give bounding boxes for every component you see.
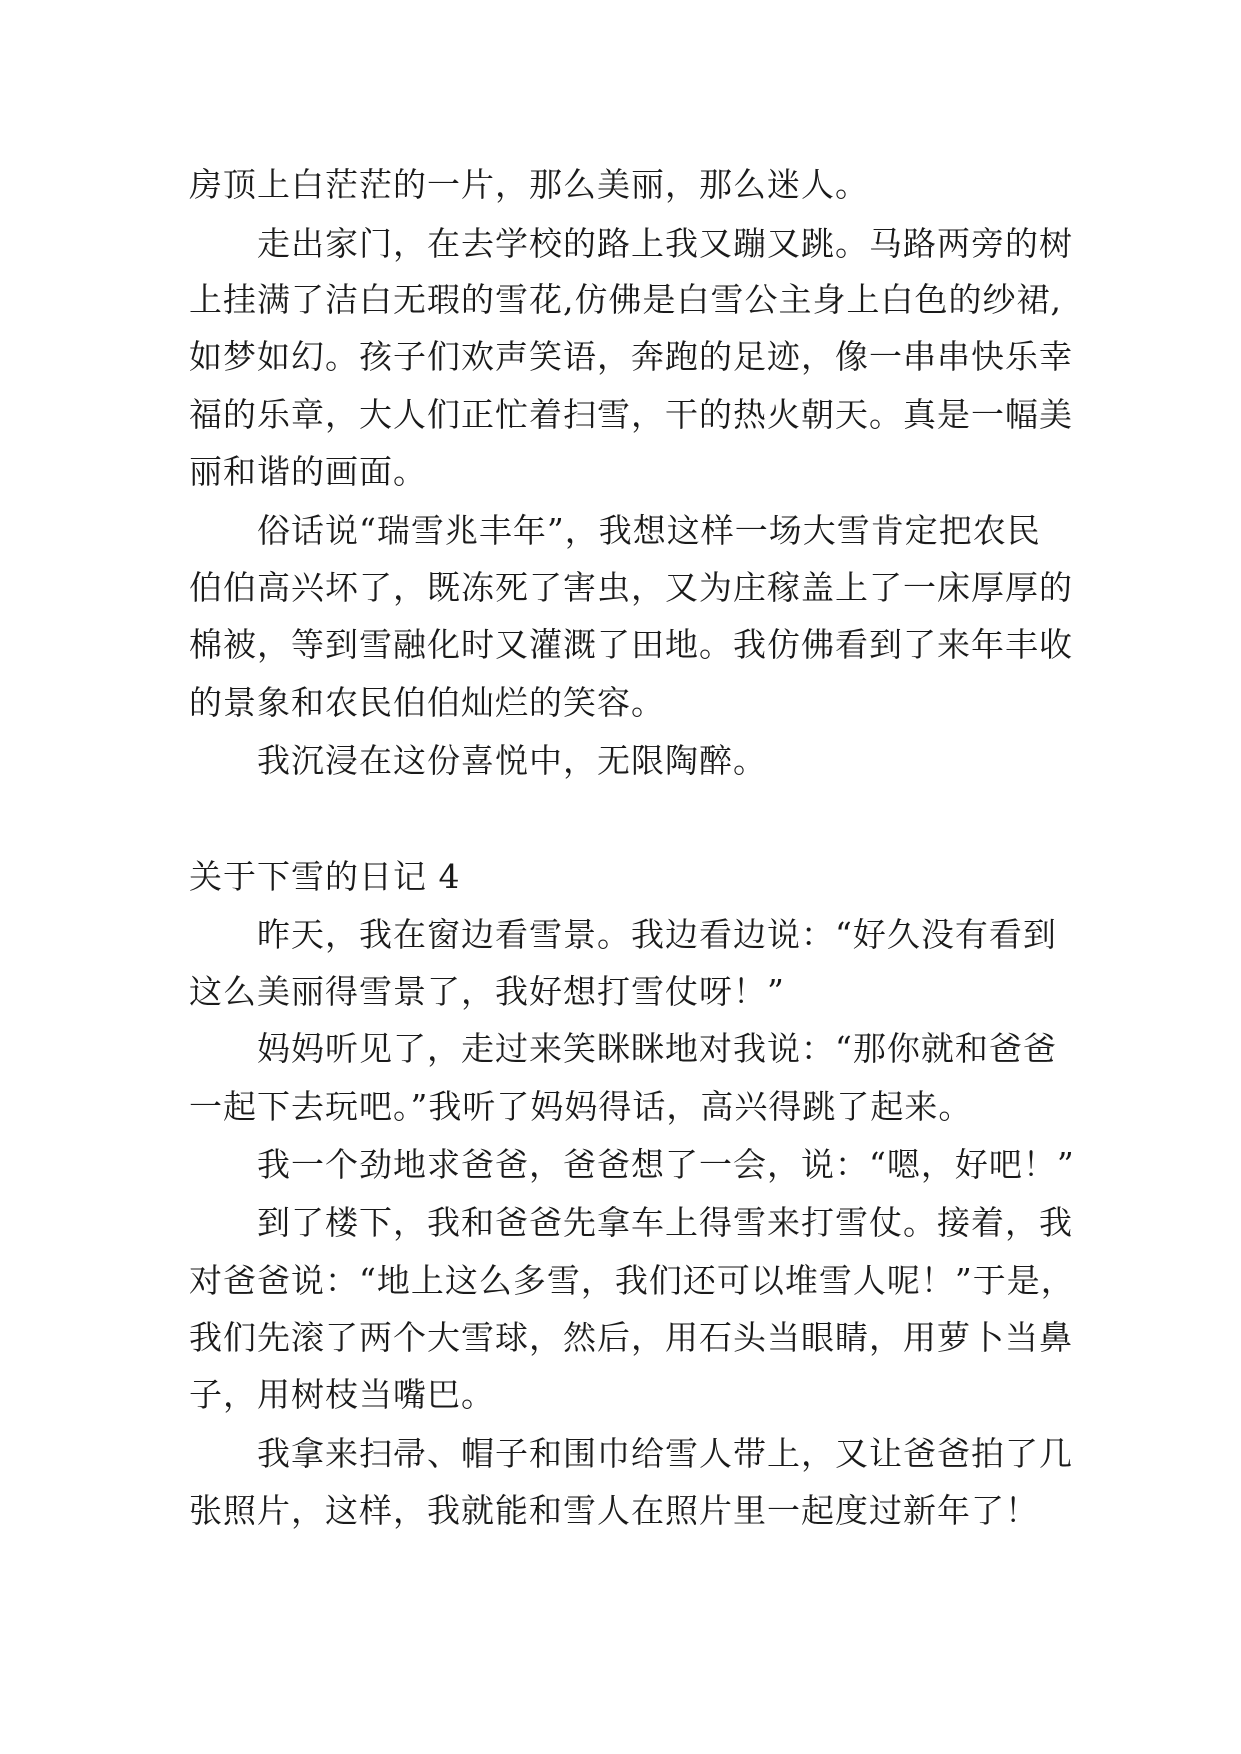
text-line: 伯伯高兴坏了，既冻死了害虫，又为庄稼盖上了一床厚厚的 [189, 568, 1073, 607]
text-line: 的景象和农民伯伯灿烂的笑容。 [189, 683, 665, 722]
paragraph-start-line: 到了楼下，我和爸爸先拿车上得雪来打雪仗。接着，我 [257, 1203, 1073, 1242]
text-line: 子，用树枝当嘴巴。 [189, 1375, 495, 1414]
paragraph-start-line: 妈妈听见了，走过来笑眯眯地对我说：“那你就和爸爸 [257, 1029, 1057, 1068]
text-line: 我们先滚了两个大雪球，然后，用石头当眼睛，用萝卜当鼻 [189, 1318, 1073, 1357]
text-line: 福的乐章，大人们正忙着扫雪，干的热火朝天。真是一幅美 [189, 395, 1073, 434]
text-line: 房顶上白茫茫的一片，那么美丽，那么迷人。 [189, 165, 869, 204]
text-line: 张照片，这样，我就能和雪人在照片里一起度过新年了！ [189, 1491, 1039, 1530]
text-line: 棉被，等到雪融化时又灌溉了田地。我仿佛看到了来年丰收 [189, 625, 1073, 664]
text-line: 这么美丽得雪景了，我好想打雪仗呀！” [189, 972, 785, 1011]
paragraph-start-line: 走出家门，在去学校的路上我又蹦又跳。马路两旁的树 [257, 224, 1073, 263]
text-line: 对爸爸说：“地上这么多雪，我们还可以堆雪人呢！”于是， [189, 1261, 1075, 1300]
paragraph-start-line: 俗话说“瑞雪兆丰年”，我想这样一场大雪肯定把农民 [257, 511, 1041, 550]
paragraph-start-line: 我拿来扫帚、帽子和围巾给雪人带上，又让爸爸拍了几 [257, 1434, 1073, 1473]
section-heading: 关于下雪的日记 4 [189, 857, 461, 896]
text-line: 一起下去玩吧。”我听了妈妈得话，高兴得跳了起来。 [189, 1087, 973, 1126]
text-line: 如梦如幻。孩子们欢声笑语，奔跑的足迹，像一串串快乐幸 [189, 337, 1073, 376]
text-line: 上挂满了洁白无瑕的雪花,仿佛是白雪公主身上白色的纱裙, [189, 280, 1062, 319]
paragraph-start-line: 昨天，我在窗边看雪景。我边看边说：“好久没有看到 [257, 915, 1057, 954]
paragraph-start-line: 我一个劲地求爸爸，爸爸想了一会，说：“嗯，好吧！” [257, 1145, 1075, 1184]
paragraph-start-line: 我沉浸在这份喜悦中，无限陶醉。 [257, 741, 767, 780]
text-line: 丽和谐的画面。 [189, 452, 427, 491]
